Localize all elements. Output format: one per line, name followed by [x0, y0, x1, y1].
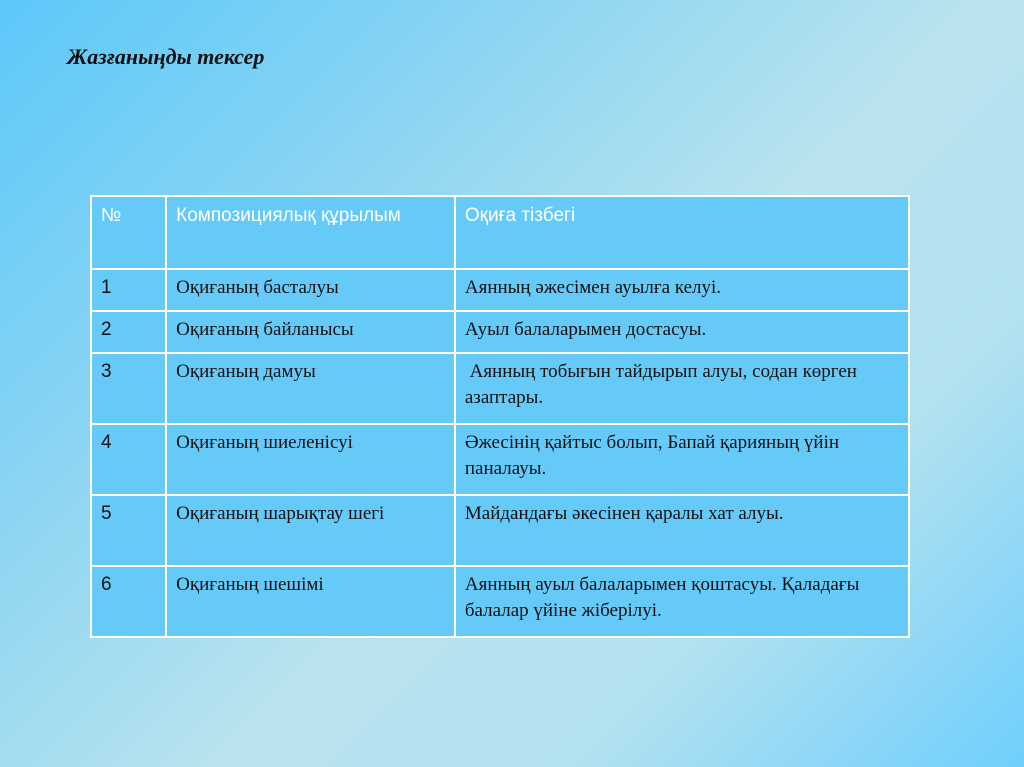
- row-number: 5: [91, 495, 166, 566]
- row-structure: Оқиғаның дамуы: [166, 353, 455, 424]
- row-structure: Оқиғаның басталуы: [166, 269, 455, 311]
- table-row: [91, 353, 909, 424]
- row-event: Аянның ауыл балаларымен қоштасуы. Қаладағы балалар үйіне жіберілуі.: [455, 566, 909, 637]
- row-structure: Оқиғаның байланысы: [166, 311, 455, 353]
- table-row: [91, 566, 909, 637]
- row-number: 3: [91, 353, 166, 424]
- row-number: 1: [91, 269, 166, 311]
- table-header-row: [91, 196, 909, 269]
- row-structure: Оқиғаның шешімі: [166, 566, 455, 637]
- row-event: Аянның тобығын тайдырып алуы, содан көрген азаптары.: [455, 353, 909, 424]
- table-row: [91, 269, 909, 311]
- slide-title: Жазғаныңды тексер: [67, 44, 265, 69]
- column-header-number: №: [91, 196, 166, 269]
- story-structure-table: [90, 195, 910, 638]
- row-number: 4: [91, 424, 166, 495]
- row-number: 6: [91, 566, 166, 637]
- column-header-events: Оқиға тізбегі: [455, 196, 909, 269]
- row-structure: Оқиғаның шарықтау шегі: [166, 495, 455, 566]
- row-structure: Оқиғаның шиеленісуі: [166, 424, 455, 495]
- table-row: [91, 311, 909, 353]
- row-event: Әжесінің қайтыс болып, Бапай қарияның үйін паналауы.: [455, 424, 909, 495]
- table-row: [91, 424, 909, 495]
- row-event: Аянның әжесімен ауылға келуі.: [455, 269, 909, 311]
- row-event: Ауыл балаларымен достасуы.: [455, 311, 909, 353]
- row-number: 2: [91, 311, 166, 353]
- table-row: [91, 495, 909, 566]
- column-header-structure: Композициялық құрылым: [166, 196, 455, 269]
- row-event: Майдандағы әкесінен қаралы хат алуы.: [455, 495, 909, 566]
